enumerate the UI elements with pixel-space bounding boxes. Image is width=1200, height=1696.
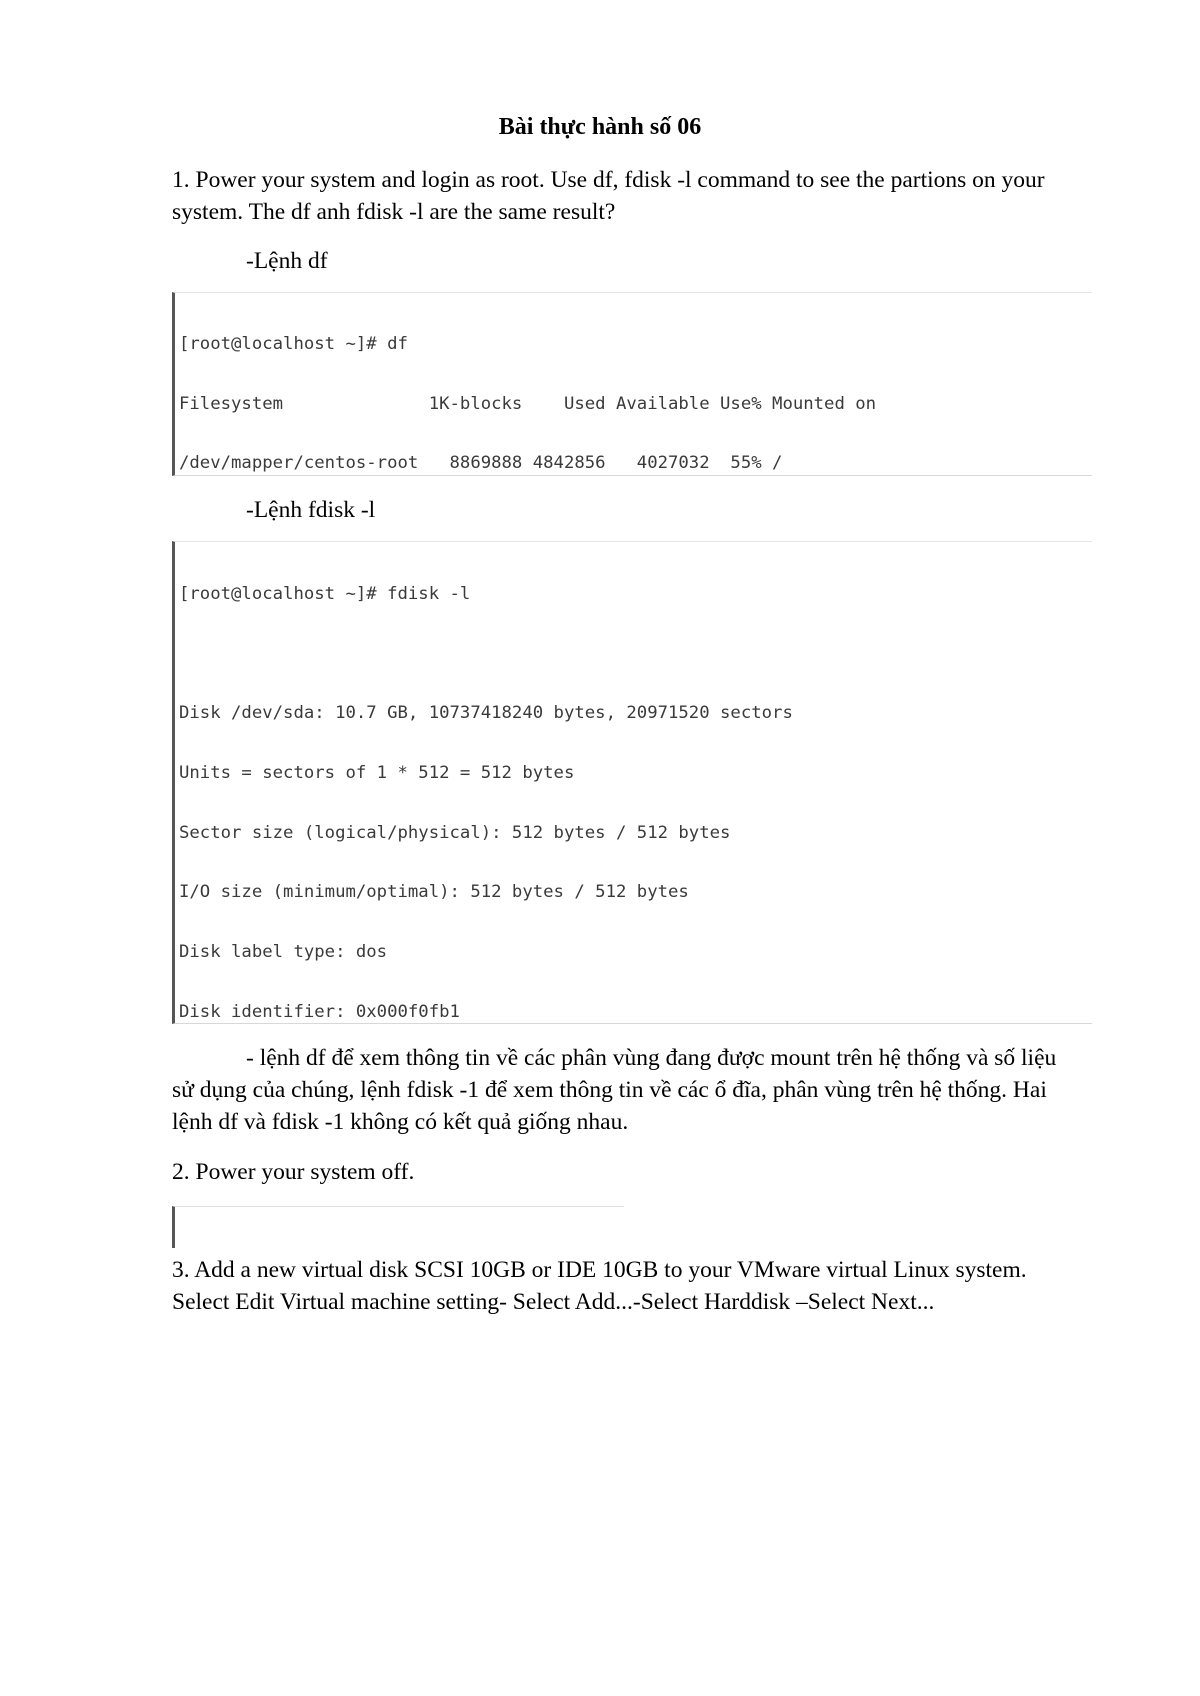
label-df-command: -Lệnh df bbox=[246, 248, 328, 274]
terminal-line: Filesystem 1K-blocks Used Available Use% Mounted on bbox=[179, 393, 877, 414]
question-2: 2. Power your system off. bbox=[172, 1159, 415, 1185]
question-1: 1. Power your system and login as root. Use df, fdisk -l command to see the partions on your system. The df anh fdisk -l are the same result? bbox=[172, 167, 1045, 225]
terminal-line: Disk /dev/sda: 10.7 GB, 10737418240 bytes, 20971520 sectors bbox=[179, 703, 793, 724]
terminal-line: I/O size (minimum/optimal): 512 bytes / 512 bytes bbox=[179, 882, 689, 903]
terminal-line: Disk identifier: 0x000f0fb1 bbox=[179, 1001, 460, 1022]
answer-1: - lệnh df để xem thông tin về các phân vùng đang được mount trên hệ thống và số liệu sử dụng của chúng, lệnh fdisk -1 để xem thông tin về các ổ đĩa, phân vùng trên hệ thống. Hai lệnh df và fdisk -1 không có kết quả giống nhau. bbox=[172, 1045, 1057, 1135]
terminal-line: Disk label type: dos bbox=[179, 942, 388, 963]
label-fdisk-command: -Lệnh fdisk -l bbox=[246, 497, 376, 523]
poweroff-terminal-screenshot bbox=[172, 1206, 624, 1248]
df-terminal-screenshot bbox=[172, 292, 1092, 476]
terminal-line: [root@localhost ~]# fdisk -l bbox=[179, 584, 471, 604]
terminal-line: [root@localhost ~]# df bbox=[179, 334, 408, 354]
terminal-line: /dev/mapper/centos-root 8869888 4842856 4027032 55% / bbox=[179, 453, 783, 474]
terminal-line: Units = sectors of 1 * 512 = 512 bytes bbox=[179, 763, 575, 784]
terminal-line: Sector size (logical/physical): 512 bytes / 512 bytes bbox=[179, 822, 731, 843]
document-title: Bài thực hành số 06 bbox=[498, 114, 702, 140]
terminal-line bbox=[179, 644, 1092, 666]
fdisk-terminal-screenshot bbox=[172, 541, 1092, 1024]
question-3: 3. Add a new virtual disk SCSI 10GB or IDE 10GB to your VMware virtual Linux system. Select Edit Virtual machine setting- Select Add...-Select Harddisk –Select Next... bbox=[172, 1257, 1027, 1315]
